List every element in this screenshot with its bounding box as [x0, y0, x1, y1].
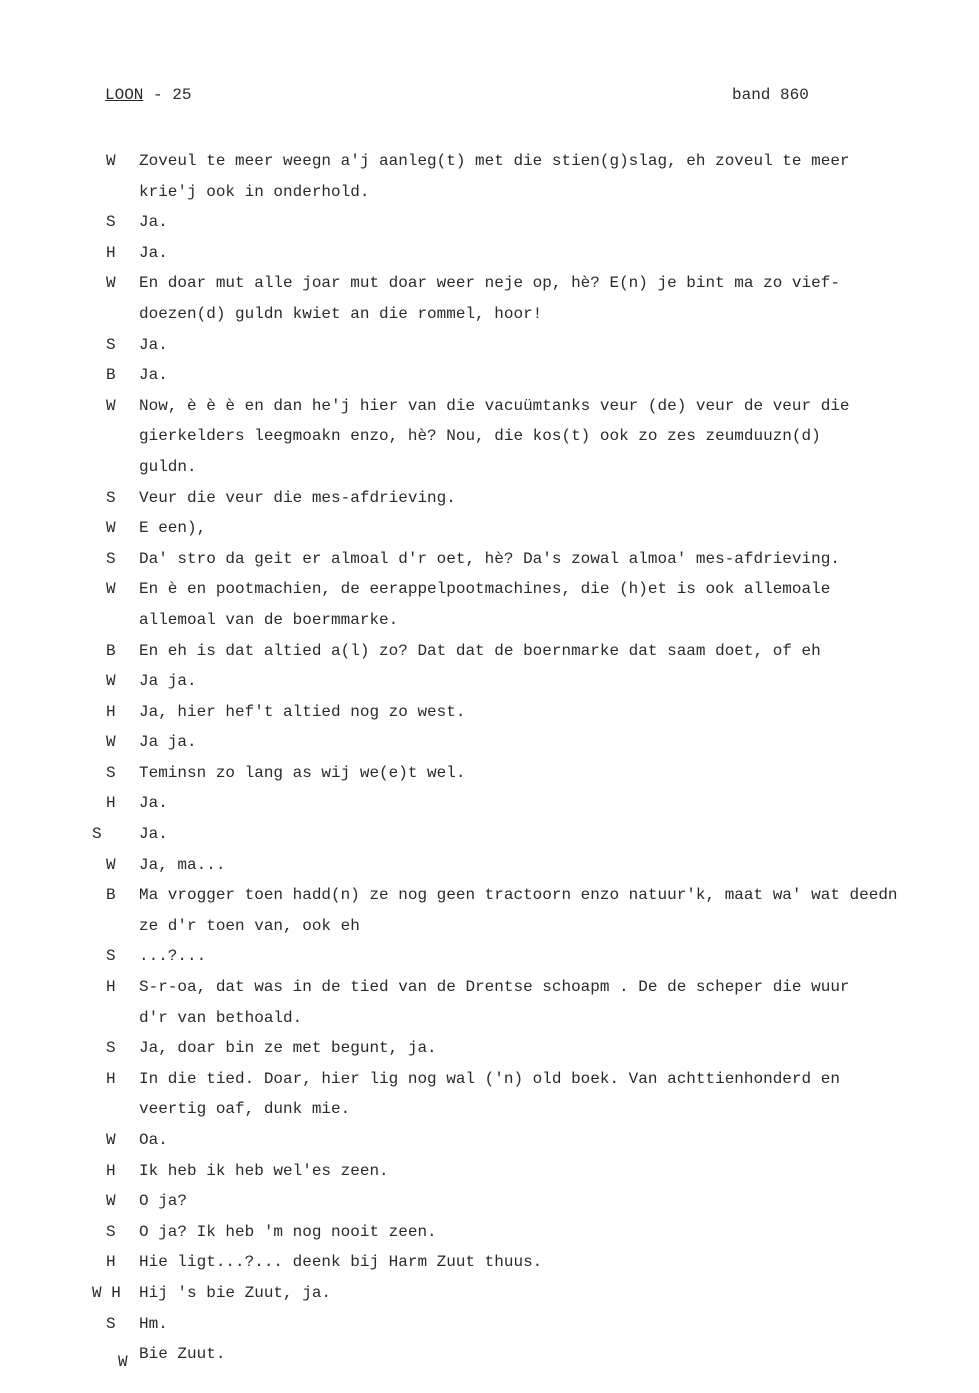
utterance-text: Ja ja. [139, 672, 197, 691]
speaker-label: B [106, 886, 116, 905]
utterance-text: ze d'r toen van, ook eh [139, 916, 360, 935]
page-reference [105, 86, 191, 104]
transcript-line [0, 1125, 979, 1156]
place-name: LOON [105, 86, 144, 104]
utterance-text: S-r-oa, dat was in de tied van de Drentse schoapm . De de scheper die wuur [139, 978, 850, 997]
utterance-text: ...?... [139, 947, 207, 966]
transcript-line [0, 1094, 979, 1125]
utterance-text: En eh is dat altied a(l) zo? Dat dat de boernmarke dat saam doet, of eh [139, 641, 821, 660]
utterance-text: gierkelders leegmoakn enzo, hè? Nou, die kos(t) ook zo zes zeumduuzn(d) [139, 427, 821, 446]
utterance-text: Ja, ma... [139, 855, 226, 874]
utterance-text: Ja. [139, 335, 168, 354]
speaker-label: W [106, 580, 116, 599]
speaker-label: S [106, 1314, 116, 1333]
utterance-text: guldn. [139, 457, 197, 476]
transcript-line [0, 330, 979, 361]
speaker-label: S [106, 213, 116, 232]
page-number: - 25 [153, 86, 192, 104]
transcript-line [0, 513, 979, 544]
transcript-line [0, 421, 979, 452]
transcript-body [0, 146, 979, 1370]
speaker-label: W [106, 733, 116, 752]
utterance-text: Ja ja. [139, 733, 197, 752]
speaker-label: W [106, 1131, 116, 1149]
utterance-text: d'r van bethoald. [139, 1008, 303, 1027]
utterance-text: Ja. [139, 825, 168, 844]
transcript-line [0, 574, 979, 605]
speaker-label: W [106, 396, 116, 415]
utterance-text: Da' stro da geit er almoal d'r oet, hè? Da's zowal almoa' mes-afdrieving. [139, 549, 840, 568]
transcript-line [0, 636, 979, 667]
transcript-line [0, 880, 979, 911]
utterance-text: En è en pootmachien, de eerappelpootmachines, die (h)et is ook allemoale [139, 580, 831, 599]
utterance-text: Hm. [139, 1314, 168, 1333]
speaker-label: S [106, 763, 116, 782]
speaker-label: H [106, 794, 116, 813]
utterance-text: Ja, doar bin ze met begunt, ja. [139, 1039, 437, 1058]
speaker-label: S [106, 335, 116, 354]
transcript-line [0, 941, 979, 972]
transcript-line [0, 850, 979, 881]
utterance-text: Hie ligt...?... deenk bij Harm Zuut thuus. [139, 1253, 543, 1272]
transcript-line [0, 1247, 979, 1278]
utterance-text: En doar mut alle joar mut doar weer neje op, hè? E(n) je bint ma zo vief- [139, 274, 840, 293]
speaker-label: S [106, 1039, 116, 1058]
transcript-line [0, 299, 979, 330]
speaker-label: W [106, 274, 116, 293]
speaker-label: W [118, 1353, 128, 1372]
transcript-line [0, 1186, 979, 1217]
transcript-line [0, 544, 979, 575]
speaker-label: H [106, 1161, 116, 1180]
band-number: band 860 [732, 86, 809, 104]
utterance-text: Teminsn zo lang as wij we(e)t wel. [139, 763, 466, 782]
speaker-label: B [106, 366, 116, 385]
transcript-line [0, 697, 979, 728]
speaker-label: S [106, 1222, 116, 1241]
transcript-line [0, 1064, 979, 1095]
transcript-line [0, 727, 979, 758]
utterance-text: E een), [139, 519, 207, 538]
utterance-text: doezen(d) guldn kwiet an die rommel, hoor! [139, 304, 543, 323]
transcript-line [0, 1278, 979, 1309]
transcript-line [0, 207, 979, 238]
utterance-text: Ik heb ik heb wel'es zeen. [139, 1161, 389, 1180]
transcript-line [0, 605, 979, 636]
transcript-line [0, 238, 979, 269]
utterance-text: In die tied. Doar, hier lig nog wal ('n) old boek. Van achttienhonderd en [139, 1069, 840, 1088]
utterance-text: Zoveul te meer weegn a'j aanleg(t) met die stien(g)slag, eh zoveul te meer [139, 152, 850, 170]
transcript-line [0, 146, 979, 177]
speaker-label: H [106, 702, 116, 721]
utterance-text: Ja. [139, 213, 168, 232]
utterance-text: Ma vrogger toen hadd(n) ze nog geen tractoorn enzo natuur'k, maat wa' wat deedn [139, 886, 898, 905]
speaker-label: S [106, 549, 116, 568]
speaker-label: S [106, 488, 116, 507]
speaker-label: S [92, 825, 102, 844]
transcript-line [0, 758, 979, 789]
transcript-line [0, 972, 979, 1003]
speaker-label: W [106, 519, 116, 538]
transcript-line [0, 452, 979, 483]
speaker-label: H [106, 243, 116, 262]
utterance-text: Hij 's bie Zuut, ja. [139, 1283, 332, 1302]
transcript-line [0, 1309, 979, 1340]
transcript-line [0, 1339, 979, 1370]
transcript-line [0, 788, 979, 819]
utterance-text: Bie Zuut. [139, 1345, 226, 1364]
transcript-line [0, 1003, 979, 1034]
speaker-label: S [106, 947, 116, 966]
transcript-line [0, 177, 979, 208]
utterance-text: Ja, hier hef't altied nog zo west. [139, 702, 466, 721]
speaker-label: H [106, 1253, 116, 1272]
utterance-text: veertig oaf, dunk mie. [139, 1100, 351, 1119]
utterance-text: Oa. [139, 1131, 168, 1149]
utterance-text: Veur die veur die mes-afdrieving. [139, 488, 456, 507]
transcript-line [0, 360, 979, 391]
utterance-text: O ja? Ik heb 'm nog nooit zeen. [139, 1222, 437, 1241]
utterance-text: O ja? [139, 1192, 188, 1211]
speaker-label: H [106, 978, 116, 997]
transcript-line [0, 1156, 979, 1187]
transcript-line [0, 666, 979, 697]
utterance-text: Ja. [139, 366, 168, 385]
transcript-line [0, 1217, 979, 1248]
speaker-label: W H [92, 1283, 121, 1302]
transcript-line [0, 268, 979, 299]
speaker-label: W [106, 1192, 116, 1211]
speaker-label: W [106, 855, 116, 874]
transcript-line [0, 391, 979, 422]
transcript-line [0, 1033, 979, 1064]
speaker-label: B [106, 641, 116, 660]
utterance-text: allemoal van de boermmarke. [139, 610, 399, 629]
utterance-text: Ja. [139, 243, 168, 262]
transcript-line [0, 483, 979, 514]
utterance-text: krie'j ook in onderhold. [139, 182, 370, 201]
transcript-line [0, 819, 979, 850]
speaker-label: H [106, 1069, 116, 1088]
transcript-line [0, 911, 979, 942]
page-header [0, 86, 979, 114]
utterance-text: Ja. [139, 794, 168, 813]
speaker-label: W [106, 152, 116, 170]
utterance-text: Now, è è è en dan he'j hier van die vacuümtanks veur (de) veur de veur die [139, 396, 850, 415]
speaker-label: W [106, 672, 116, 691]
